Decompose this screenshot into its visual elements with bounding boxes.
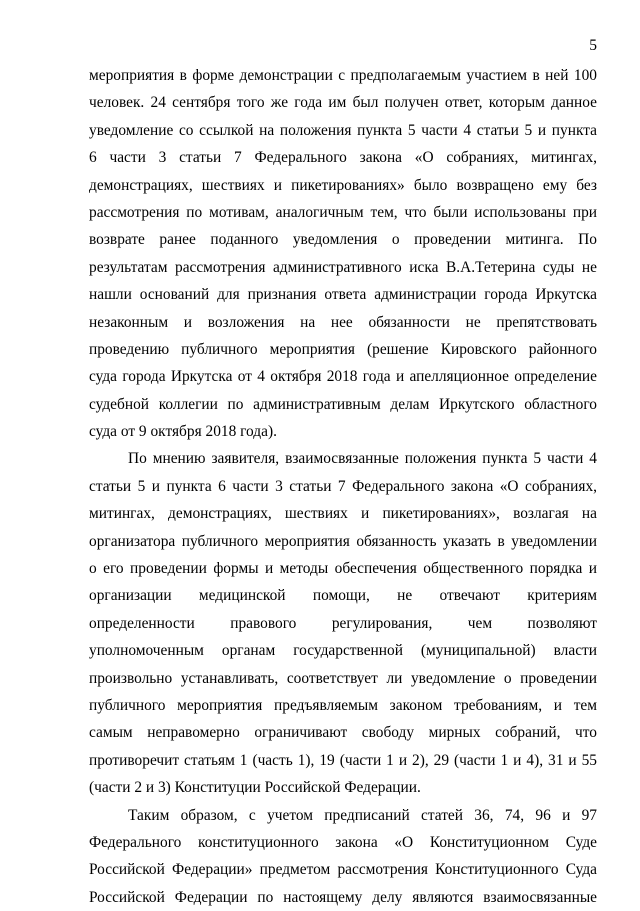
text-line: организации медицинской помощи, не отвечают критериям bbox=[89, 587, 597, 605]
text-line: суда города Иркутска от 4 октября 2018 года и апелляционное определение bbox=[89, 368, 597, 386]
text-line: возврате ранее поданного уведомления о проведении митинга. По bbox=[89, 231, 597, 249]
text-line: митингах, демонстрациях, шествиях и пикетированиях», возлагая на bbox=[89, 505, 597, 523]
text-line: мероприятия в форме демонстрации с предполагаемым участием в ней 100 bbox=[89, 67, 597, 84]
text-line: произвольно устанавливать, соответствует ли уведомление о проведении bbox=[89, 669, 597, 687]
text-line: Российской Федерации по настоящему делу являются взаимосвязанные bbox=[89, 888, 597, 906]
text-line: человек. 24 сентября того же года им был получен ответ, которым данное bbox=[89, 94, 597, 112]
text-line: Федерального конституционного закона «О Конституционном Суде bbox=[89, 833, 597, 851]
body-text bbox=[89, 62, 597, 911]
text-line: 6 части 3 статьи 7 Федерального закона «О собраниях, митингах, bbox=[89, 149, 597, 167]
text-line: организатора публичного мероприятия обязанность указать в уведомлении bbox=[89, 532, 597, 550]
page-number: 5 bbox=[589, 37, 597, 54]
text-line: публичного мероприятия предъявляемым законом требованиям, и тем bbox=[89, 696, 597, 714]
text-line: уведомление со ссылкой на положения пункта 5 части 4 статьи 5 и пункта bbox=[89, 121, 597, 139]
text-line: демонстрациях, шествиях и пикетированиях» было возвращено ему без bbox=[89, 176, 597, 194]
text-line: о его проведении формы и методы обеспечения общественного порядка и bbox=[89, 560, 597, 578]
text-line: Российской Федерации» предметом рассмотрения Конституционного Суда bbox=[89, 861, 597, 879]
text-line: суда от 9 октября 2018 года). bbox=[89, 423, 277, 441]
text-line: Таким образом, с учетом предписаний статей 36, 74, 96 и 97 bbox=[128, 806, 597, 824]
text-line: судебной коллегии по административным делам Иркутского областного bbox=[89, 395, 597, 413]
text-line: результатам рассмотрения административного иска В.А.Тетерина суды не bbox=[89, 258, 597, 276]
text-line: противоречит статьям 1 (часть 1), 19 (части 1 и 2), 29 (части 1 и 4), 31 и 55 bbox=[89, 751, 597, 769]
paragraph-1 bbox=[89, 62, 597, 445]
paragraph-3 bbox=[89, 802, 597, 911]
text-line: самым неправомерно ограничивают свободу мирных собраний, что bbox=[89, 724, 597, 742]
text-line: рассмотрения по мотивам, аналогичным тем, что были использованы при bbox=[89, 203, 597, 221]
paragraph-2 bbox=[89, 445, 597, 801]
text-line: По мнению заявителя, взаимосвязанные положения пункта 5 части 4 bbox=[128, 450, 597, 468]
text-line: статьи 5 и пункта 6 части 3 статьи 7 Федерального закона «О собраниях, bbox=[89, 477, 597, 495]
text-line: незаконным и возложения на нее обязанности не препятствовать bbox=[89, 313, 597, 331]
text-line: уполномоченным органам государственной (муниципальной) власти bbox=[89, 642, 597, 660]
text-line: (части 2 и 3) Конституции Российской Федерации. bbox=[89, 779, 421, 797]
text-line: проведению публичного мероприятия (решение Кировского районного bbox=[89, 340, 597, 358]
text-line: определенности правового регулирования, чем позволяют bbox=[89, 614, 597, 632]
text-line: нашли оснований для признания ответа администрации города Иркутска bbox=[89, 286, 597, 304]
